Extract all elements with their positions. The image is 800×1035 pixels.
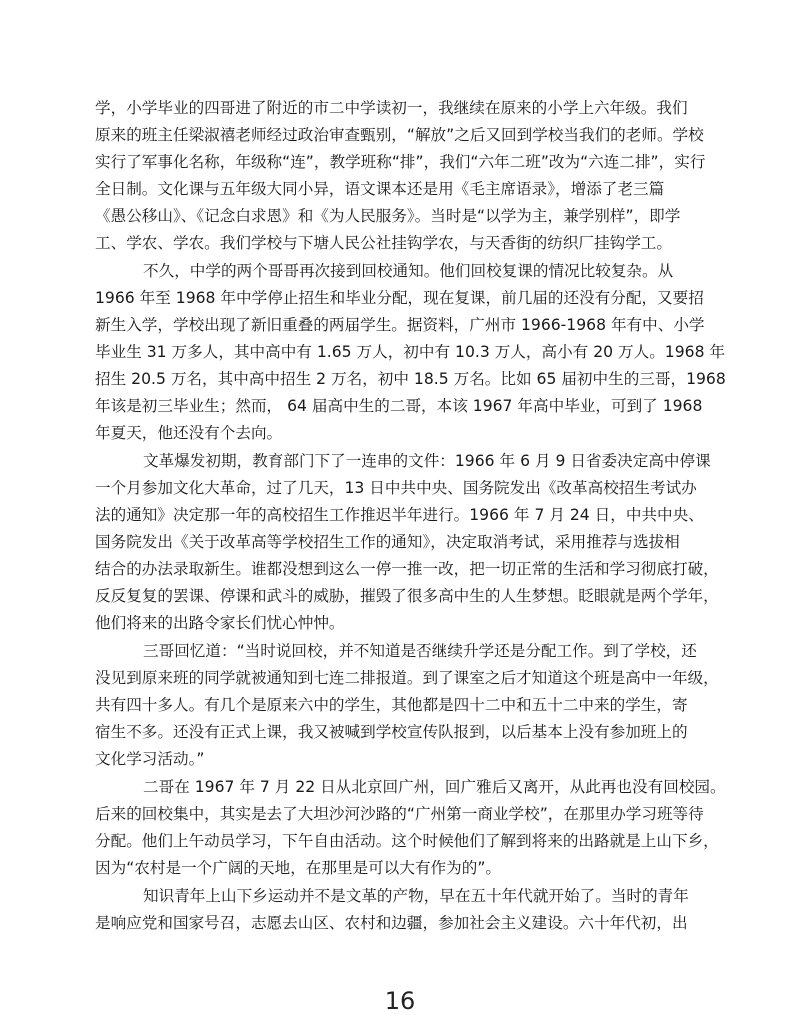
text-line: 招生 20.5 万名，其中高中招生 2 万名，初中 18.5 万名。比如 65 届初中生的三哥，1968	[95, 370, 726, 388]
text-line: 1966 年至 1968 年中学停止招生和毕业分配，现在复课，前几届的还没有分配，又要招	[95, 289, 704, 307]
text-line: 工、学农、学农。我们学校与下塘人民公社挂钩学农，与天香街的纺织厂挂钩学工。	[95, 234, 672, 252]
text-line: 是响应党和国家号召，志愿去山区、农村和边疆，参加社会主义建设。六十年代初，出	[95, 914, 688, 932]
text-line: 不久，中学的两个哥哥再次接到回校通知。他们回校复课的情况比较复杂。从	[143, 262, 674, 280]
text-line: 结合的办法录取新生。谁都没想到这么一停一推一改，把一切正常的生活和学习彻底打破，	[95, 560, 719, 578]
text-line: 二哥在 1967 年 7 月 22 日从北京回广州，回广雅后又离开，从此再也没有回校园。	[143, 778, 726, 796]
text-line: 年该是初三毕业生；然而， 64 届高中生的二哥，本该 1967 年高中毕业，可到了 1968	[95, 397, 703, 415]
text-line: 《愚公移山》、《记念白求恩》和《为人民服务》。当时是“以学为主，兼学别样”，即学	[95, 207, 681, 225]
text-line: 国务院发出《关于改革高等学校招生工作的通知》，决定取消考试，采用推荐与选拔相	[95, 533, 680, 551]
text-line: 分配。他们上午动员学习，下午自由活动。这个时候他们了解到将来的出路就是上山下乡，	[95, 832, 719, 850]
text-line: 文化学习活动。”	[95, 750, 205, 768]
text-line: 全日制。文化课与五年级大同小异，语文课本还是用《毛主席语录》，增添了老三篇	[95, 180, 665, 198]
text-line: 实行了军事化名称，年级称“连”，教学班称“排”，我们“六年二班”改为“六连二排”，实行	[95, 153, 706, 171]
text-line: 后来的回校集中，其实是去了大坦沙河沙路的“广州第一商业学校”，在那里办学习班等待	[95, 805, 704, 823]
text-line: 他们将来的出路令家长们忧心忡忡。	[95, 614, 345, 632]
text-line: 宿生不多。还没有正式上课，我又被喊到学校宣传队报到，以后基本上没有参加班上的	[95, 723, 688, 741]
text-line: 三哥回忆道：“当时说回校，并不知道是否继续升学还是分配工作。到了学校，还	[143, 642, 697, 660]
text-line: 反反复复的罢课、停课和武斗的威胁，摧毁了很多高中生的人生梦想。眨眼就是两个学年，	[95, 587, 719, 605]
text-line: 共有四十多人。有几个是原来六中的学生，其他都是四十二中和五十二中来的学生，寄	[95, 696, 688, 714]
text-line: 知识青年上山下乡运动并不是文革的产物，早在五十年代就开始了。当时的青年	[143, 887, 689, 905]
text-line: 没见到原来班的同学就被通知到七连二排报道。到了课室之后才知道这个班是高中一年级，	[95, 669, 719, 687]
text-line: 新生入学，学校出现了新旧重叠的两届学生。据资料，广州市 1966-1968 年有中、小学	[95, 316, 705, 334]
text-line: 毕业生 31 万多人，其中高中有 1.65 万人，初中有 10.3 万人，高小有 20 万人。1968 年	[95, 343, 726, 361]
text-line: 学，小学毕业的四哥进了附近的市二中学读初一，我继续在原来的小学上六年级。我们	[95, 99, 688, 117]
text-line: 年夏天，他还没有个去向。	[95, 424, 283, 442]
text-line: 一个月参加文化大革命，过了几天，13 日中共中央、国务院发出《改革高校招生考试办	[95, 479, 697, 497]
text-line: 法的通知》决定那一年的高校招生工作推迟半年进行。1966 年 7 月 24 日，中共中央、	[95, 506, 704, 524]
text-line: 原来的班主任梁淑禧老师经过政治审查甄别，“解放”之后又回到学校当我们的老师。学校	[95, 126, 704, 144]
text-line: 文革爆发初期，教育部门下了一连串的文件：1966 年 6 月 9 日省委决定高中停课	[143, 452, 711, 470]
text-line: 因为“农村是一个广阔的天地，在那里是可以大有作为的”。	[95, 859, 502, 877]
page-number: 16	[384, 987, 416, 1015]
